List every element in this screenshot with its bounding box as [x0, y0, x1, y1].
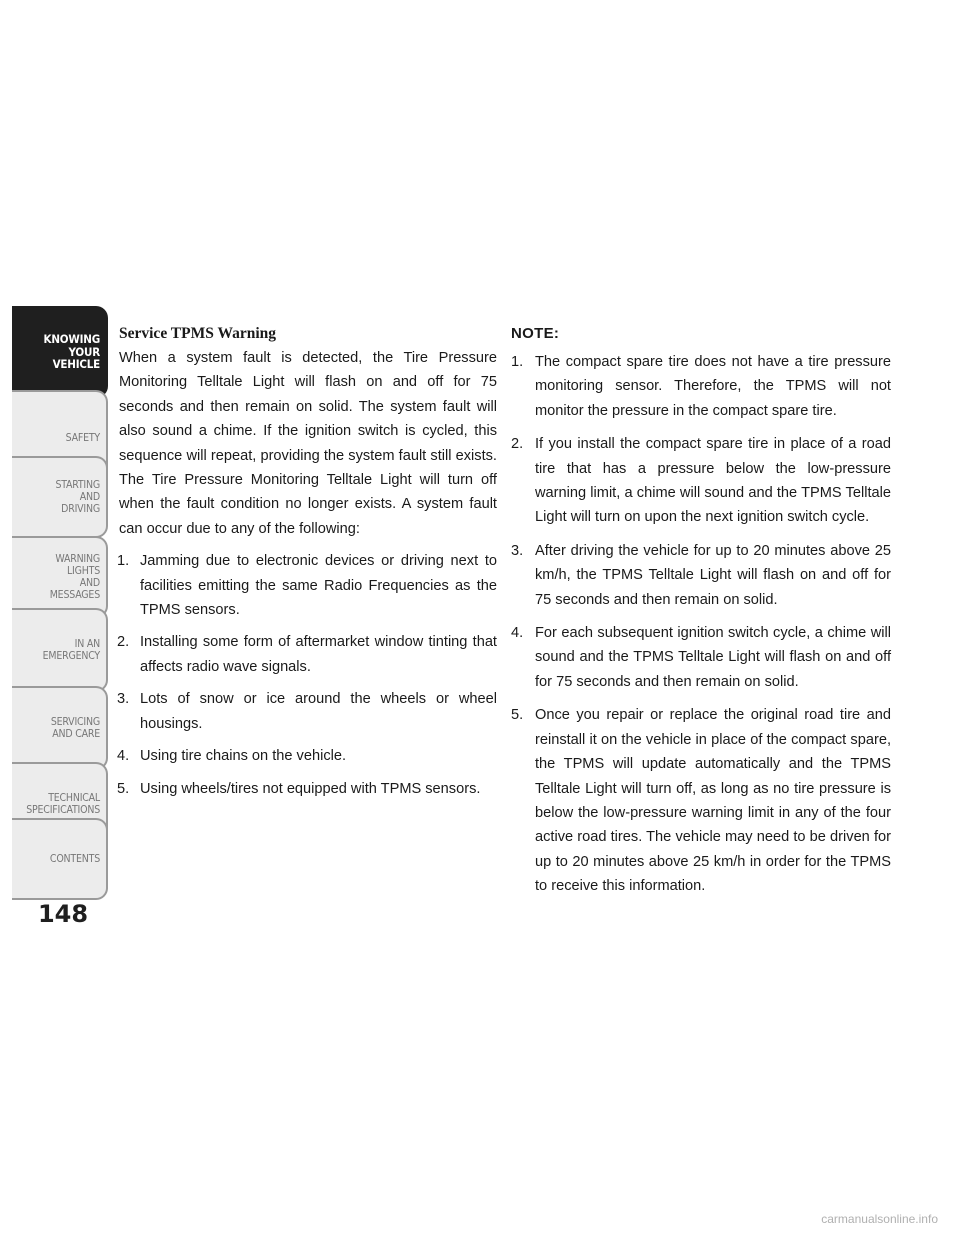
- list-item: [117, 630, 497, 679]
- list-item: [117, 687, 497, 736]
- item-number: 1.: [511, 354, 524, 370]
- item-number: 2.: [117, 634, 130, 651]
- note-list: [511, 350, 891, 899]
- tab-label: STARTING AND DRIVING: [55, 479, 100, 515]
- item-text: Once you repair or replace the original road tire and reinstall it on the vehicle in place of the compact spare, the TPMS will update automatically and the TPMS Telltale Light will turn off, as long as no tire pressure is below the low-pressure warning limit in any of the four active road tires. The vehicle may need to be driven for up to 20 minutes above 25 km/h in order for the TPMS to receive this information.: [535, 707, 891, 895]
- list-item: [117, 777, 497, 801]
- tab-label: WARNING LIGHTS AND MESSAGES: [49, 553, 100, 601]
- list-item: [511, 539, 891, 612]
- tab-servicing-and-care[interactable]: [12, 686, 108, 770]
- tab-in-an-emergency[interactable]: [12, 608, 108, 692]
- item-number: 1.: [117, 553, 130, 570]
- list-item: [511, 432, 891, 530]
- tab-label: SAFETY: [65, 432, 100, 444]
- item-text: The compact spare tire does not have a tire pressure monitoring sensor. Therefore, the TPMS will not monitor the pressure in the compact spare tire.: [535, 354, 891, 419]
- item-text: After driving the vehicle for up to 20 minutes above 25 km/h, the TPMS Telltale Light will flash on and off for 75 seconds and then remain on solid.: [535, 542, 891, 608]
- item-number: 5.: [117, 780, 130, 797]
- list-item: [511, 621, 891, 694]
- item-text: If you install the compact spare tire in place of a road tire that has a pressure below the low-pressure warning limit, a chime will sound and the TPMS Telltale Light will turn on upon the next ignition switch cycle.: [535, 436, 891, 526]
- item-number: 5.: [511, 707, 524, 724]
- list-item: [511, 703, 891, 898]
- item-number: 3.: [511, 542, 524, 559]
- item-text: Using tire chains on the vehicle.: [140, 748, 347, 765]
- left-column: [119, 322, 497, 801]
- item-text: For each subsequent ignition switch cycle, a chime will sound and the TPMS Telltale Light will flash on and off for 75 seconds and then remain on solid.: [535, 625, 891, 690]
- tab-knowing-your-vehicle[interactable]: [12, 306, 108, 398]
- watermark: carmanualsonline.info: [821, 1212, 938, 1226]
- list-item: [117, 744, 497, 768]
- fault-causes-list: [117, 549, 497, 801]
- item-number: 3.: [117, 691, 130, 708]
- item-number: 4.: [511, 625, 524, 642]
- list-item: [117, 549, 497, 622]
- item-number: 4.: [117, 748, 130, 765]
- tab-warning-lights-and-messages[interactable]: [12, 536, 108, 618]
- item-number: 2.: [511, 436, 524, 453]
- tab-starting-and-driving[interactable]: [12, 456, 108, 538]
- tab-label: KNOWING YOUR VEHICLE: [43, 332, 100, 372]
- list-item: [511, 350, 891, 423]
- note-label: NOTE:: [511, 325, 560, 342]
- tab-label: SERVICING AND CARE: [50, 716, 100, 740]
- tab-label: CONTENTS: [49, 853, 100, 865]
- tab-contents[interactable]: [12, 818, 108, 900]
- intro-paragraph: When a system fault is detected, the Tire Pressure Monitoring Telltale Light will flash on and off for 75 seconds and then remain on solid. The system fault will also sound a chime. If the ignition switch is cycled, this sequence will repeat, providing the system fault still exists. The Tire Pressure Monitoring Telltale Light will turn off when the fault condition no longer exists. A system fault can occur due to any of the following:: [119, 350, 497, 537]
- item-text: Installing some form of aftermarket window tinting that affects radio wave signals.: [140, 634, 497, 675]
- item-text: Jamming due to electronic devices or driving next to facilities emitting the same Radio Frequencies as the TPMS sensors.: [140, 553, 497, 619]
- right-column: [511, 322, 891, 899]
- page-number: 148: [37, 900, 89, 928]
- item-text: Using wheels/tires not equipped with TPMS sensors.: [140, 780, 481, 797]
- section-heading: Service TPMS Warning: [119, 325, 277, 342]
- tab-label: IN AN EMERGENCY: [42, 638, 100, 662]
- item-text: Lots of snow or ice around the wheels or wheel housings.: [140, 691, 497, 732]
- tab-label: TECHNICAL SPECIFICATIONS: [26, 792, 100, 816]
